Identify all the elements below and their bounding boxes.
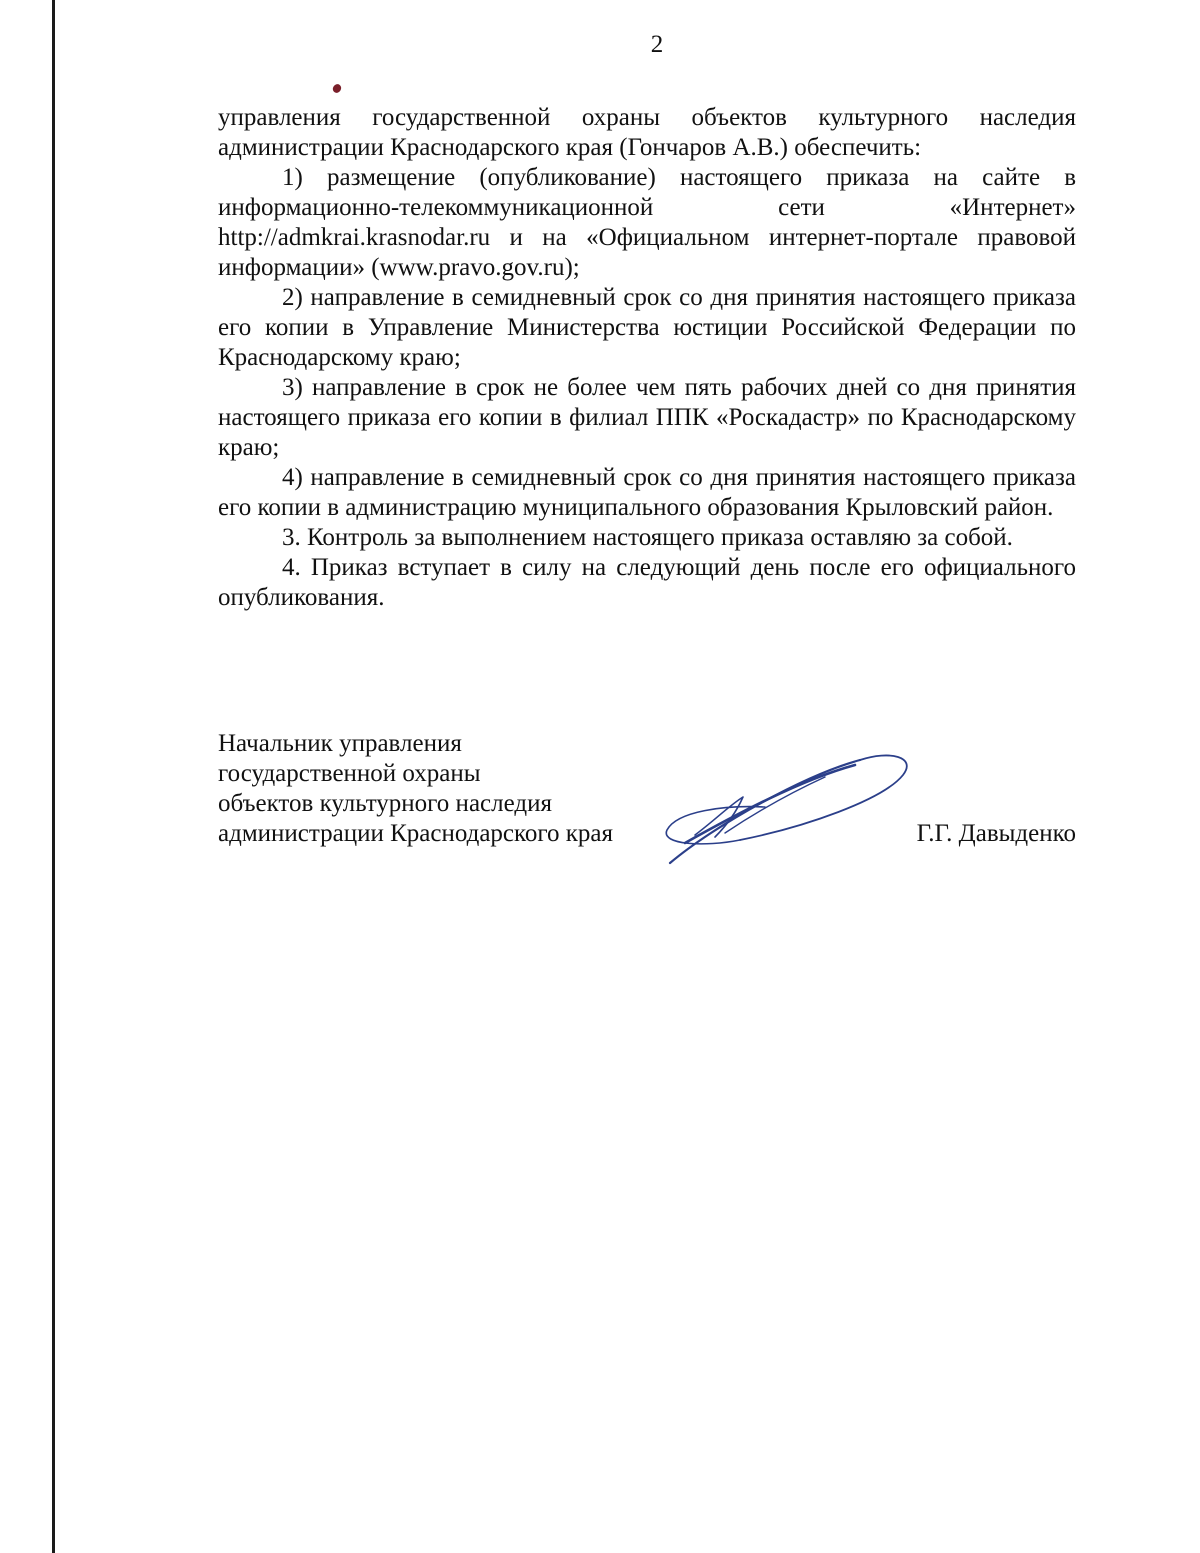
- document-body: [218, 103, 1076, 613]
- signer-title-line: объектов культурного наследия: [218, 790, 552, 817]
- paragraph-intro: управления государственной охраны объектов культурного наследия администрации Краснодарского края (Гончаров А.В.) обеспечить:: [218, 104, 1076, 161]
- paragraph-control: 3. Контроль за выполнением настоящего приказа оставляю за собой.: [282, 524, 1013, 551]
- ink-speck: [331, 83, 343, 95]
- signer-title-block: [218, 729, 678, 849]
- signature-stroke: [740, 755, 907, 840]
- paragraph-item-1: 1) размещение (опубликование) настоящего приказа на сайте в информационно-телекоммуникационной сети «Интернет» http://admkrai.krasnodar.ru и на «Официальном интернет-портале правовой информации» (www.pravo.gov.ru);: [218, 164, 1076, 281]
- signer-name: Г.Г. Давыденко: [916, 820, 1076, 847]
- scan-edge-line: [52, 0, 55, 1553]
- signer-title-line: государственной охраны: [218, 760, 481, 787]
- signature-stroke: [725, 777, 825, 833]
- signature-stroke: [685, 765, 855, 843]
- signer-title-line: Начальник управления: [218, 730, 462, 757]
- page-number: 2: [650, 31, 664, 58]
- paragraph-item-4: 4) направление в семидневный срок со дня принятия настоящего приказа его копии в администрацию муниципального образования Крыловский район.: [218, 464, 1076, 521]
- paragraph-item-3: 3) направление в срок не более чем пять рабочих дней со дня принятия настоящего приказа его копии в филиал ППК «Роскадастр» по Краснодарскому краю;: [218, 374, 1076, 461]
- signer-title-line: администрации Краснодарского края: [218, 820, 614, 847]
- paragraph-item-2: 2) направление в семидневный срок со дня принятия настоящего приказа его копии в Управление Министерства юстиции Российской Федерации по Краснодарскому краю;: [218, 284, 1076, 371]
- handwritten-signature: [655, 735, 915, 875]
- paragraph-effective: 4. Приказ вступает в силу на следующий день после его официального опубликования.: [218, 554, 1076, 611]
